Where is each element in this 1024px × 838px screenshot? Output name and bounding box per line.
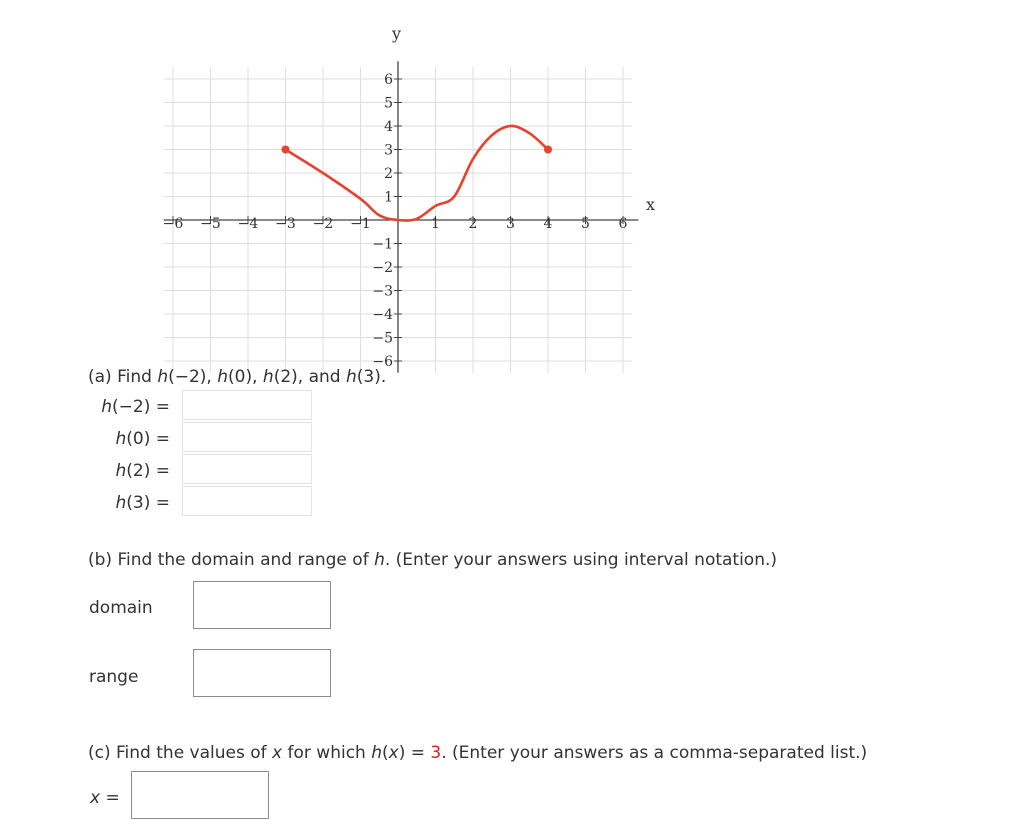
y-tick-label: −3 <box>372 283 393 300</box>
h-2-label: h(2) = <box>115 461 170 481</box>
graph-ticks <box>163 72 628 370</box>
part-a-question: (a) Find h(−2), h(0), h(2), and h(3). <box>88 367 387 387</box>
range-input[interactable] <box>193 649 331 697</box>
part-c-question: (c) Find the values of x for which h(x) = 3. (Enter your answers as a comma-separated list.) <box>88 743 868 763</box>
x-tick-label: 3 <box>506 216 515 232</box>
h-3-label: h(3) = <box>115 493 170 513</box>
function-graph <box>0 0 1024 370</box>
h-0-input[interactable] <box>182 422 312 452</box>
x-tick-label: −1 <box>350 216 371 232</box>
graph-axes <box>164 61 639 373</box>
y-tick-label: −2 <box>372 260 393 276</box>
x-tick-label: −2 <box>312 216 334 232</box>
y-tick-label: −1 <box>372 236 393 253</box>
h-3-input[interactable] <box>182 486 312 516</box>
curve-endpoint <box>282 146 290 154</box>
y-tick-label: 3 <box>384 142 393 159</box>
curve-endpoint <box>544 146 552 154</box>
x-tick-label: −4 <box>237 216 259 232</box>
target-value: 3 <box>430 743 442 763</box>
x-tick-label: 1 <box>431 216 440 232</box>
h-2-input[interactable] <box>182 454 312 484</box>
y-tick-label: 4 <box>384 119 393 135</box>
x-axis-label: x <box>646 195 656 214</box>
h-0-label: h(0) = <box>115 429 170 449</box>
y-tick-label: 6 <box>384 72 393 88</box>
domain-label: domain <box>89 598 153 618</box>
x-tick-label: −6 <box>162 216 184 232</box>
y-tick-label: −4 <box>372 307 393 323</box>
range-label: range <box>89 667 139 687</box>
x-equals-label: x = <box>90 788 120 808</box>
y-tick-label: −5 <box>372 330 393 347</box>
h-neg2-input[interactable] <box>182 390 312 420</box>
part-b-question: (b) Find the domain and range of h. (Enter your answers using interval notation.) <box>88 550 778 570</box>
y-tick-label: −6 <box>372 354 393 370</box>
y-tick-label: 5 <box>384 95 393 112</box>
x-tick-label: 6 <box>618 216 628 232</box>
x-tick-label: −3 <box>275 216 296 232</box>
y-tick-label: 1 <box>384 189 393 206</box>
domain-input[interactable] <box>193 581 331 629</box>
x-values-input[interactable] <box>131 771 269 819</box>
y-axis-label: y <box>392 24 402 43</box>
x-tick-label: 4 <box>543 216 553 232</box>
y-tick-label: 2 <box>384 166 393 182</box>
h-neg2-label: h(−2) = <box>101 397 170 417</box>
x-tick-label: −5 <box>200 216 221 232</box>
x-tick-label: 5 <box>581 216 590 232</box>
x-tick-label: 2 <box>468 216 478 232</box>
